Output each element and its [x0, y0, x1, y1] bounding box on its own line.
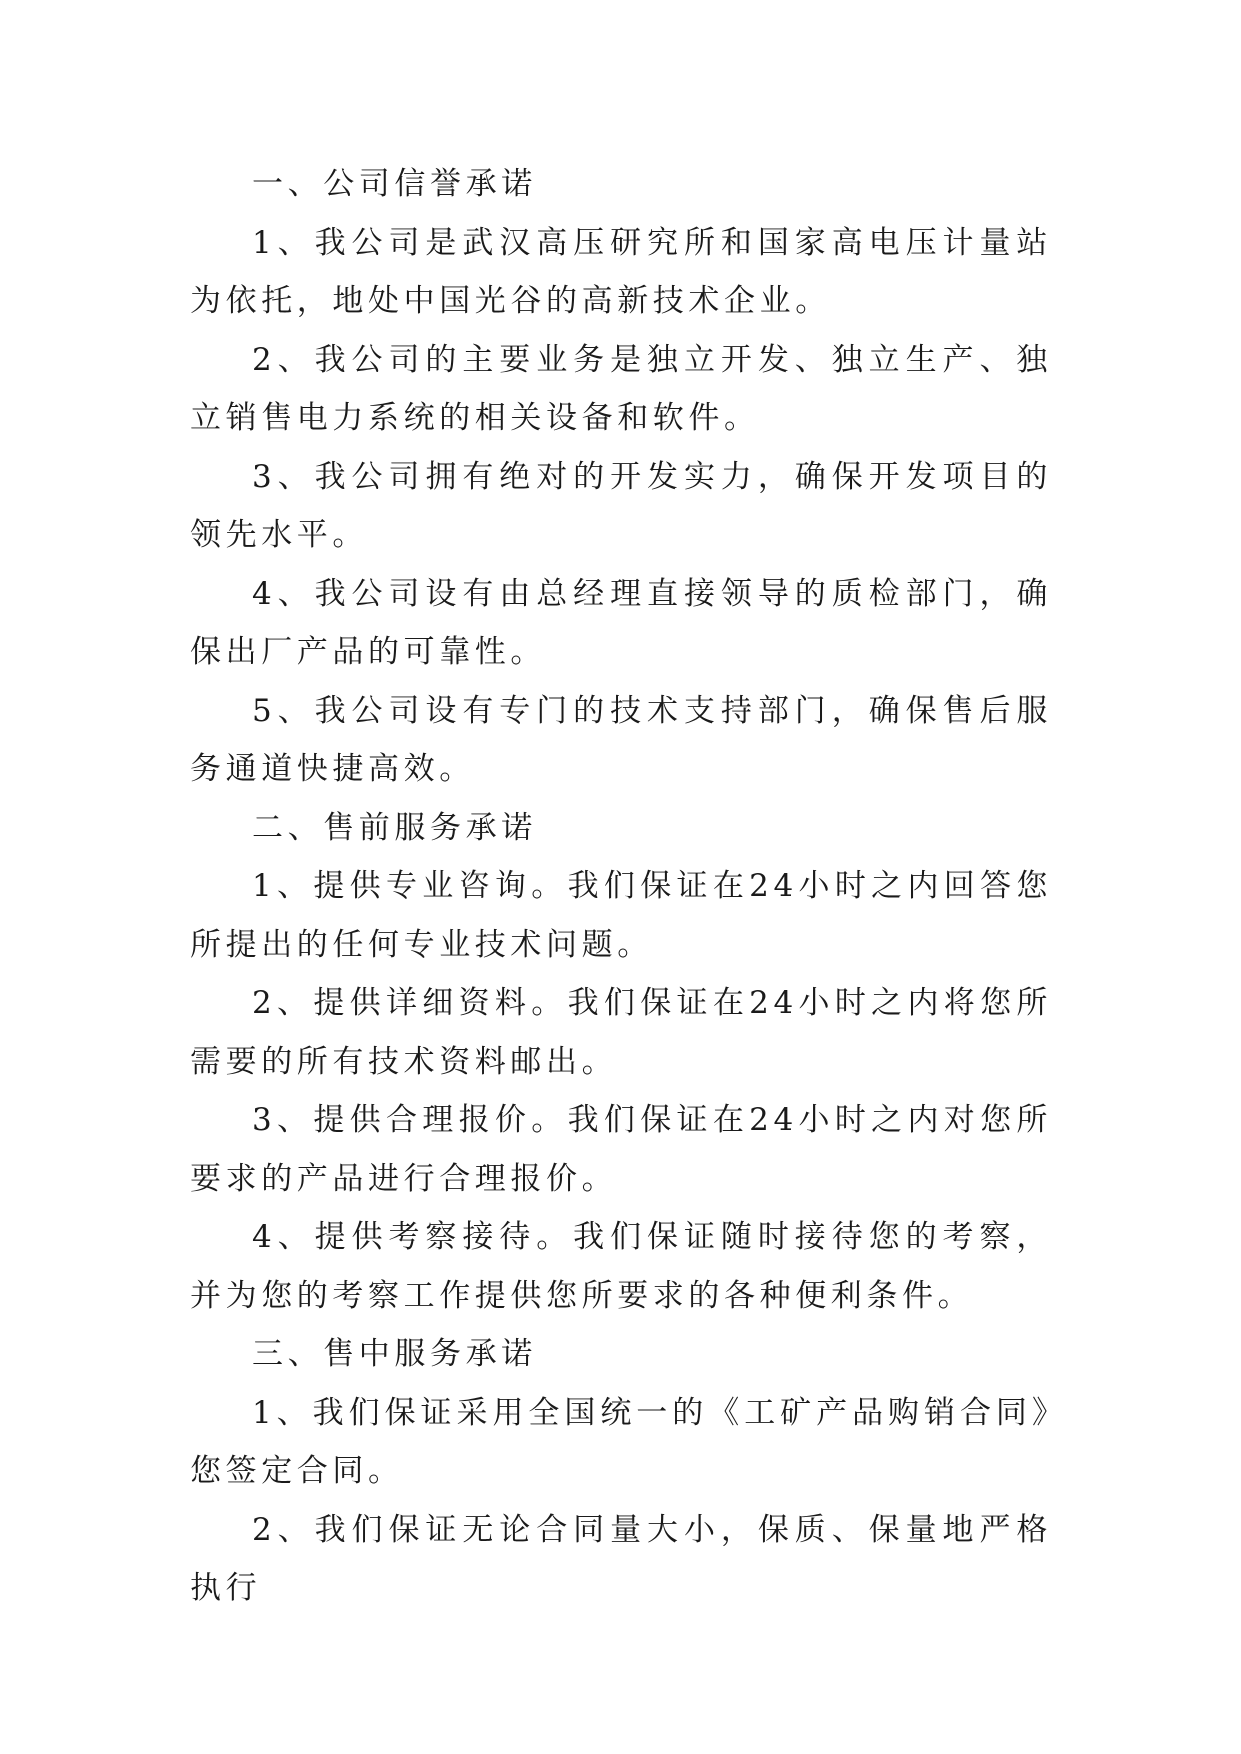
section-heading-credit: 一、公司信誉承诺: [252, 166, 537, 202]
paragraph: 4、我公司设有由总经理直接领导的质检部门，确保出厂产品的可靠性。: [190, 575, 1052, 670]
paragraph: 5、我公司设有专门的技术支持部门，确保售后服务通道快捷高效。: [190, 692, 1052, 787]
paragraph: 3、我公司拥有绝对的开发实力，确保开发项目的领先水平。: [190, 458, 1052, 553]
paragraph: 1、提供专业咨询。我们保证在24小时之内回答您所提出的任何专业技术问题。: [190, 868, 1052, 963]
paragraph: 1、我们保证采用全国统一的《工矿产品购销合同》您签定合同。: [190, 1394, 1052, 1489]
section-heading-insale: 三、售中服务承诺: [252, 1336, 537, 1372]
paragraph: 4、提供考察接待。我们保证随时接待您的考察，并为您的考察工作提供您所要求的各种便利条件。: [190, 1219, 1052, 1314]
document-body: [190, 155, 1052, 1618]
section-heading-presale: 二、售前服务承诺: [252, 809, 537, 846]
paragraph: 2、我公司的主要业务是独立开发、独立生产、独立销售电力系统的相关设备和软件。: [190, 341, 1052, 436]
paragraph: 3、提供合理报价。我们保证在24小时之内对您所要求的产品进行合理报价。: [190, 1102, 1052, 1197]
paragraph: 1、我公司是武汉高压研究所和国家高电压计量站为依托，地处中国光谷的高新技术企业。: [190, 224, 1052, 319]
paragraph: 2、提供详细资料。我们保证在24小时之内将您所需要的所有技术资料邮出。: [190, 985, 1052, 1080]
paragraph: 2、我们保证无论合同量大小，保质、保量地严格执行: [190, 1511, 1052, 1606]
